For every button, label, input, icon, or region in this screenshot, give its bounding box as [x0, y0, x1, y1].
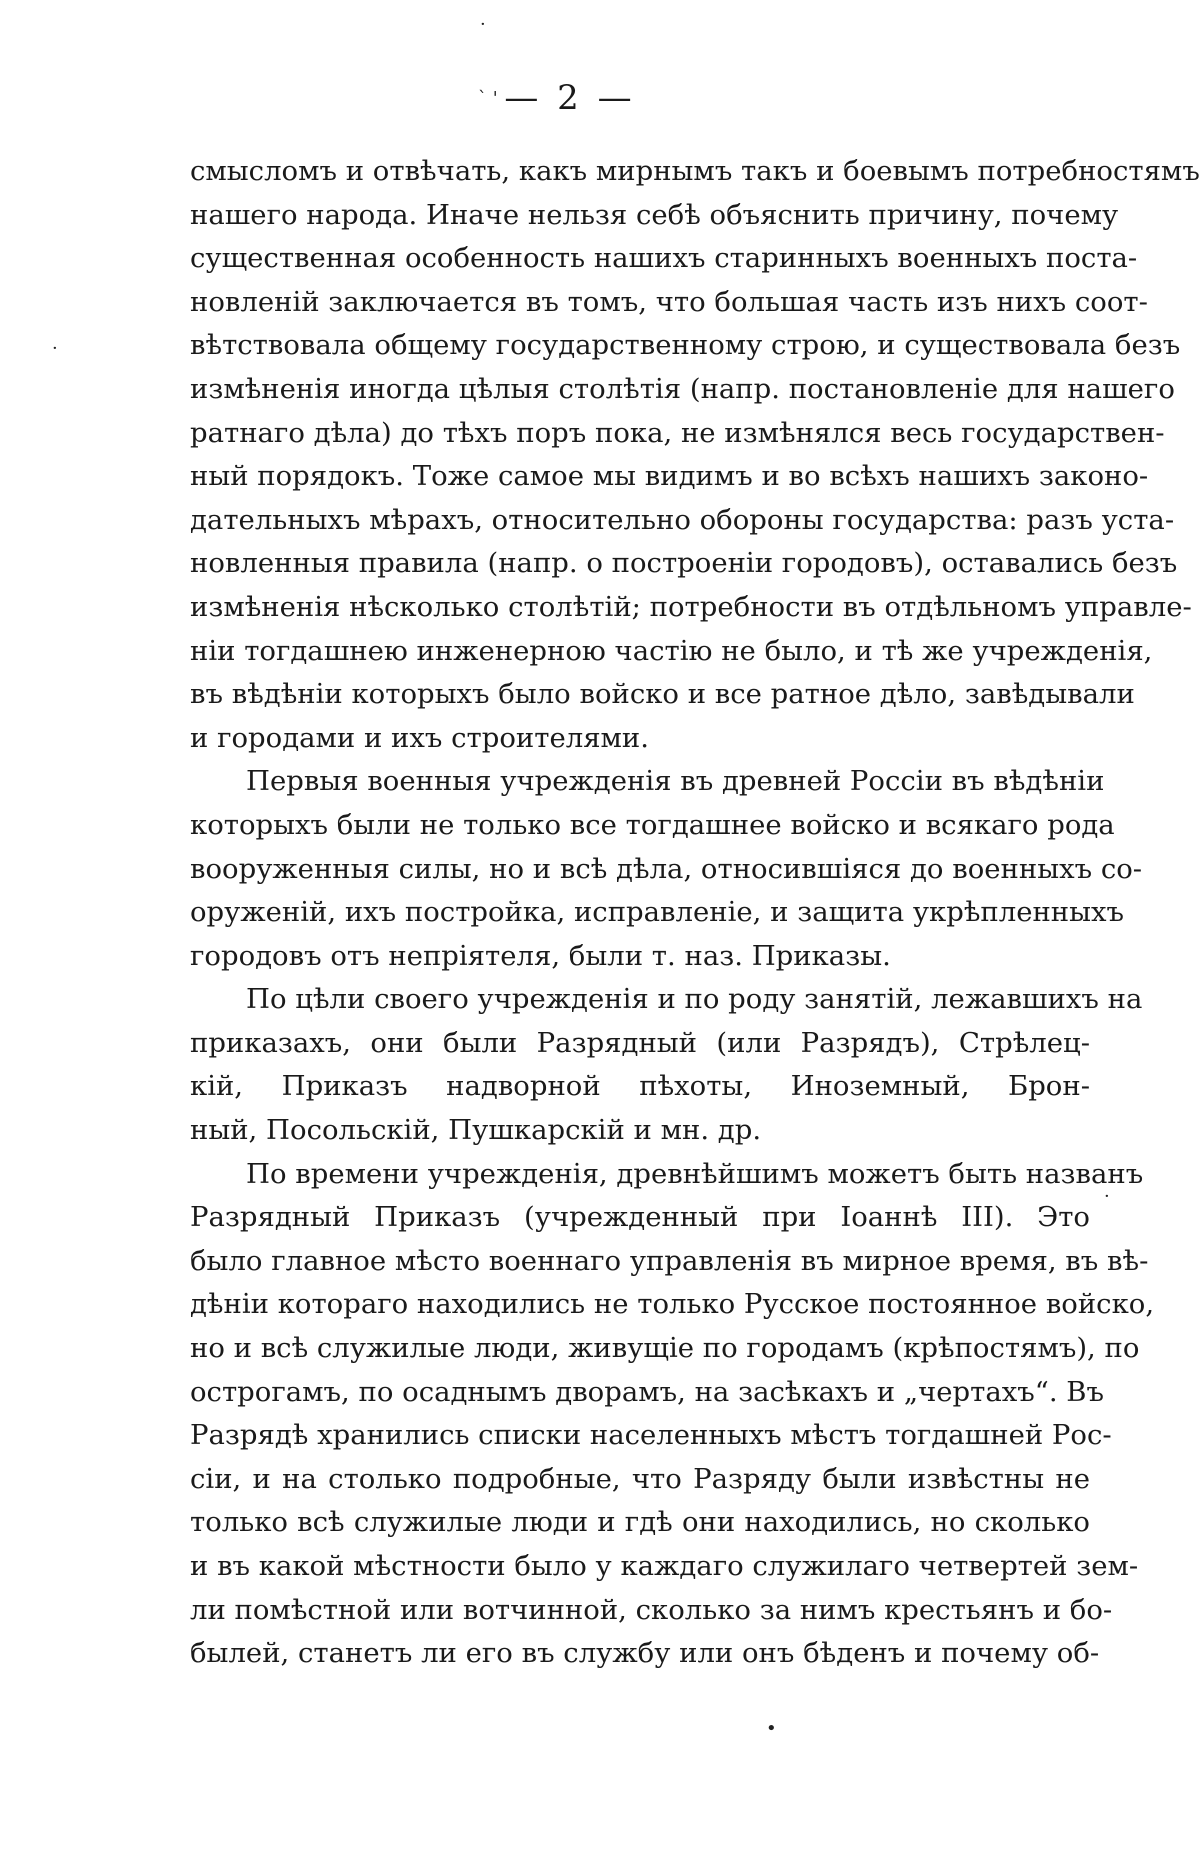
text-line: Разрядѣ хранились списки населенныхъ мѣстъ тогдашней Рос-	[190, 1419, 1112, 1452]
ink-speck: ·	[1104, 1186, 1110, 1207]
body-text	[190, 150, 1200, 1676]
paragraph	[190, 150, 1200, 760]
text-line: кій, Приказъ надворной пѣхоты, Иноземный, Брон-	[190, 1070, 1090, 1103]
paragraph	[190, 760, 1143, 978]
text-line: измѣненія нѣсколько столѣтій; потребности въ отдѣльномъ управле-	[190, 590, 1192, 623]
text-line: ный порядокъ. Тоже самое мы видимъ и во всѣхъ нашихъ законо-	[190, 460, 1149, 493]
text-line: Разрядный Приказъ (учрежденный при Іоаннѣ III). Это	[190, 1201, 1090, 1234]
text-line: и городами и ихъ строителями.	[190, 721, 650, 754]
text-line: существенная особенность нашихъ старинныхъ военныхъ поста-	[190, 242, 1138, 275]
text-line: вооруженныя силы, но и всѣ дѣла, относившіяся до военныхъ со-	[190, 852, 1143, 885]
text-line: городовъ отъ непріятеля, были т. наз. Приказы.	[190, 939, 891, 972]
text-line: приказахъ, они были Разрядный (или Разрядъ), Стрѣлец-	[190, 1026, 1090, 1059]
text-line: новленныя правила (напр. о построеніи городовъ), оставались безъ	[190, 547, 1178, 580]
text-line: только всѣ служилые люди и гдѣ они находились, но сколько	[190, 1506, 1090, 1539]
text-line: ратнаго дѣла) до тѣхъ поръ пока, не измѣнялся весь государствен-	[190, 416, 1165, 449]
text-line: новленій заключается въ томъ, что большая часть изъ нихъ соот-	[190, 285, 1148, 318]
text-line: смысломъ и отвѣчать, какъ мирнымъ такъ и боевымъ потребностямъ	[190, 155, 1200, 187]
text-line: измѣненія иногда цѣлыя столѣтія (напр. постановленіе для нашего	[190, 372, 1175, 405]
text-line: оруженій, ихъ постройка, исправленіе, и защита укрѣпленныхъ	[190, 896, 1125, 929]
ink-speck: •	[766, 1718, 777, 1739]
text-line: но и всѣ служилые люди, живущіе по городамъ (крѣпостямъ), по	[190, 1332, 1140, 1365]
text-line: дѣніи котораго находились не только Русское постоянное войско,	[190, 1288, 1155, 1321]
text-line: острогамъ, по осаднымъ дворамъ, на засѣкахъ и „чертахъ“. Въ	[190, 1375, 1105, 1408]
text-line: въ вѣдѣніи которыхъ было войско и все ратное дѣло, завѣдывали	[190, 678, 1135, 711]
text-line: ніи тогдашнею инженерною частію не было, и тѣ же учрежденія,	[190, 634, 1153, 667]
text-line: нашего народа. Иначе нельзя себѣ объяснить причину, почему	[190, 198, 1119, 231]
text-line: По цѣли своего учрежденія и по роду занятій, лежавшихъ на	[246, 983, 1143, 1016]
text-line: былей, станетъ ли его въ службу или онъ бѣденъ и почему об-	[190, 1637, 1100, 1670]
text-line: дательныхъ мѣрахъ, относительно обороны государства: разъ уста-	[190, 503, 1175, 536]
text-line: вѣтствовала общему государственному строю, и существовала безъ	[190, 329, 1181, 362]
paragraph	[190, 1153, 1155, 1676]
text-line: ли помѣстной или вотчинной, сколько за нимъ крестьянъ и бо-	[190, 1593, 1113, 1626]
ink-speck: ·	[480, 14, 486, 35]
text-line: которыхъ были не только все тогдашнее войско и всякаго рода	[190, 808, 1115, 841]
page-number: — 2 —	[504, 78, 636, 118]
paragraph	[190, 978, 1143, 1152]
text-line: По времени учрежденія, древнѣйшимъ можетъ быть названъ	[246, 1157, 1144, 1190]
ink-speck: ·	[52, 338, 58, 359]
text-line: и въ какой мѣстности было у каждаго служилаго четвертей зем-	[190, 1550, 1139, 1582]
ink-speck: ` '	[478, 88, 498, 109]
text-line: сіи, и на столько подробные, что Разряду были извѣстны не	[190, 1462, 1090, 1495]
text-line: было главное мѣсто военнаго управленія въ мирное время, въ вѣ-	[190, 1244, 1149, 1277]
text-line: Первыя военныя учрежденія въ древней Россіи въ вѣдѣніи	[246, 765, 1105, 798]
text-line: ный, Посольскій, Пушкарскій и мн. др.	[190, 1114, 762, 1147]
